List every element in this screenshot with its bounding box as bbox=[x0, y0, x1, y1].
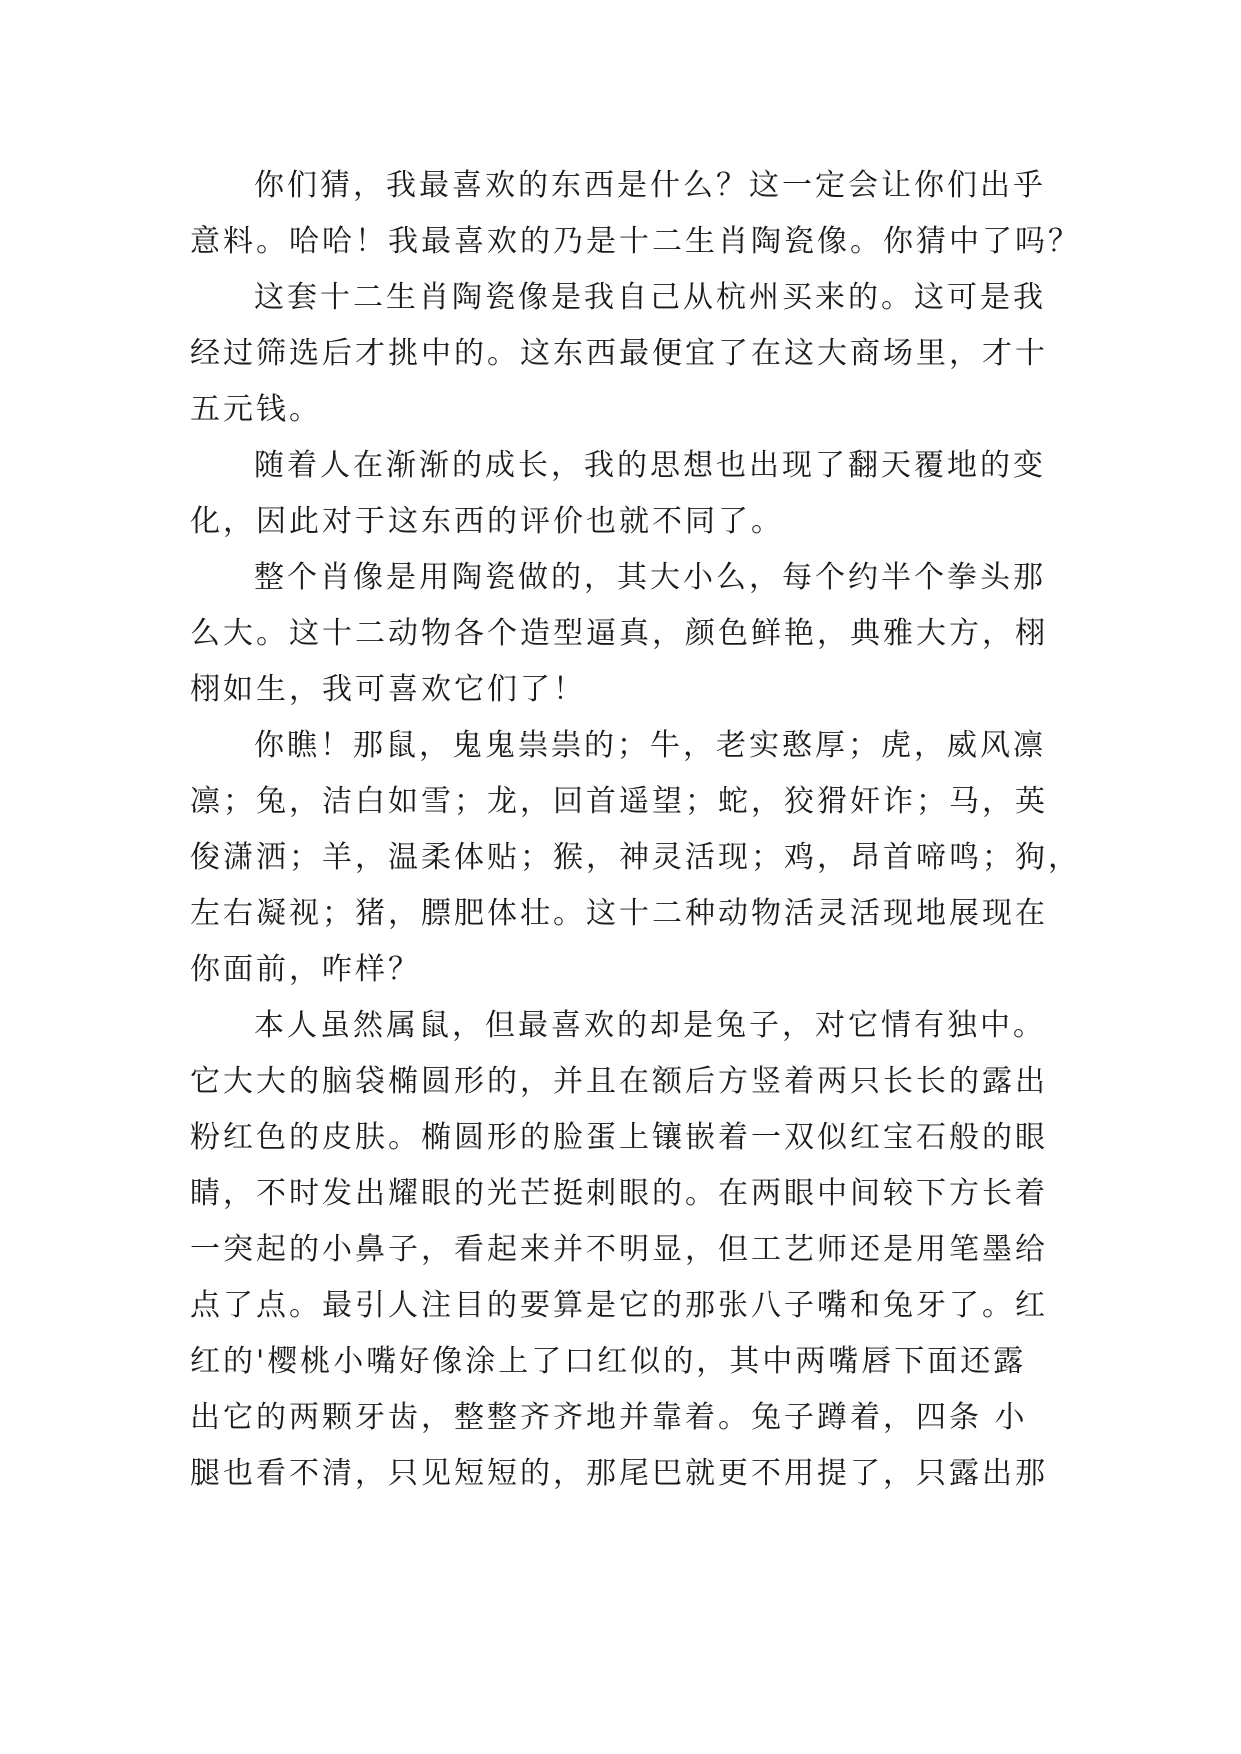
text-line: 你面前，咋样？ bbox=[190, 952, 421, 987]
paragraph-1 bbox=[190, 158, 1081, 270]
text-line: 么大。这十二动物各个造型逼真，颜色鲜艳，典雅大方，栩 bbox=[190, 616, 1048, 651]
paragraph-2 bbox=[190, 270, 1070, 438]
text-line: 意料。哈哈！我最喜欢的乃是十二生肖陶瓷像。你猜中了吗？ bbox=[190, 224, 1081, 259]
text-line: 五元钱。 bbox=[190, 392, 322, 427]
text-line: 出它的两颗牙齿，整整齐齐地并靠着。兔子蹲着，四条 小 bbox=[190, 1400, 1028, 1435]
text-line: 这套十二生肖陶瓷像是我自己从杭州买来的。这可是我 bbox=[254, 280, 1046, 315]
text-line: 栩如生，我可喜欢它们了！ bbox=[190, 672, 586, 707]
text-line: 化，因此对于这东西的评价也就不同了。 bbox=[190, 504, 784, 539]
paragraph-6 bbox=[190, 998, 1070, 1502]
text-line: 红的'樱桃小嘴好像涂上了口红似的，其中两嘴唇下面还露 bbox=[190, 1344, 1027, 1379]
text-line: 经过筛选后才挑中的。这东西最便宜了在这大商场里，才十 bbox=[190, 336, 1048, 371]
text-line: 睛，不时发出耀眼的光芒挺刺眼的。在两眼中间较下方长着 bbox=[190, 1176, 1048, 1211]
text-line: 点了点。最引人注目的要算是它的那张八子嘴和兔牙了。红 bbox=[190, 1288, 1048, 1323]
text-line: 左右凝视；猪，膘肥体壮。这十二种动物活灵活现地展现在 bbox=[190, 896, 1048, 931]
text-line: 俊潇洒；羊，温柔体贴；猴，神灵活现；鸡，昂首啼鸣；狗， bbox=[190, 840, 1081, 875]
paragraph-5 bbox=[190, 718, 1081, 998]
text-line: 你瞧！那鼠，鬼鬼祟祟的；牛，老实憨厚；虎，威风凛 bbox=[254, 728, 1046, 763]
text-line: 你们猜，我最喜欢的东西是什么？这一定会让你们出乎 bbox=[254, 168, 1046, 203]
text-line: 粉红色的皮肤。椭圆形的脸蛋上镶嵌着一双似红宝石般的眼 bbox=[190, 1120, 1048, 1155]
paragraph-3 bbox=[190, 438, 1070, 550]
text-line: 它大大的脑袋椭圆形的，并且在额后方竖着两只长长的露出 bbox=[190, 1064, 1048, 1099]
text-line: 腿也看不清，只见短短的，那尾巴就更不用提了，只露出那 bbox=[190, 1456, 1048, 1491]
text-line: 一突起的小鼻子，看起来并不明显，但工艺师还是用笔墨给 bbox=[190, 1232, 1048, 1267]
text-line: 整个肖像是用陶瓷做的，其大小么，每个约半个拳头那 bbox=[254, 560, 1046, 595]
text-line: 随着人在渐渐的成长，我的思想也出现了翻天覆地的变 bbox=[254, 448, 1046, 483]
text-line: 本人虽然属鼠，但最喜欢的却是兔子，对它情有独中。 bbox=[254, 1008, 1046, 1043]
text-line: 凛；兔，洁白如雪；龙，回首遥望；蛇，狡猾奸诈；马，英 bbox=[190, 784, 1048, 819]
paragraph-4 bbox=[190, 550, 1070, 718]
document-body bbox=[190, 158, 1081, 1502]
